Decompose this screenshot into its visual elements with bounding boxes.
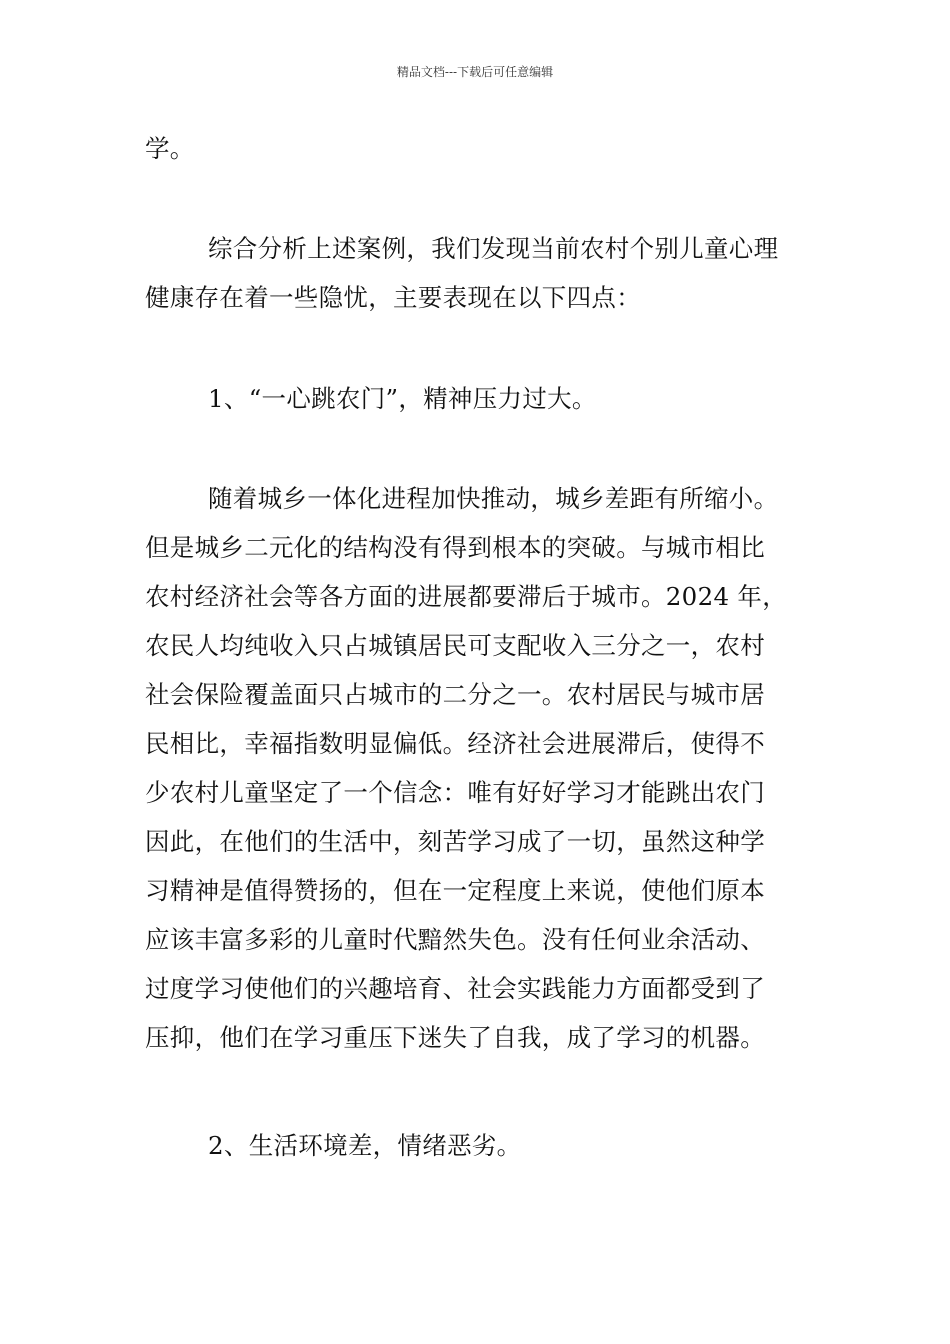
section-heading-2: [145, 1121, 810, 1170]
text-line: 过度学习使他们的兴趣培育、社会实践能力方面都受到了: [145, 974, 765, 1003]
text-line: 压抑，他们在学习重压下迷失了自我，成了学习的机器。: [145, 1023, 765, 1052]
text-line: 农村经济社会等各方面的进展都要滞后于城市。2024 年，: [145, 582, 788, 611]
text-line: 民相比，幸福指数明显偏低。经济社会进展滞后，使得不: [145, 729, 765, 758]
text-line: 综合分析上述案例，我们发现当前农村个别儿童心理: [208, 234, 779, 263]
text-line: 随着城乡一体化进程加快推动，城乡差距有所缩小。: [208, 484, 779, 513]
page-header: 精品文档---下载后可任意编辑: [396, 65, 554, 79]
text-line: 社会保险覆盖面只占城市的二分之一。农村居民与城市居: [145, 680, 765, 709]
text-line: 学。: [145, 134, 195, 163]
heading-text: 1、“一心跳农门”，精神压力过大。: [208, 384, 597, 413]
heading-text: 2、生活环境差，情绪恶劣。: [208, 1131, 522, 1160]
paragraph-body: [145, 474, 810, 1062]
text-line: 健康存在着一些隐忧，主要表现在以下四点：: [145, 283, 641, 312]
paragraph-summary: [145, 224, 810, 322]
text-line: 因此，在他们的生活中，刻苦学习成了一切，虽然这种学: [145, 827, 765, 856]
section-heading-1: [145, 374, 810, 423]
text-line: 习精神是值得赞扬的，但在一定程度上来说，使他们原本: [145, 876, 765, 905]
text-line: 农民人均纯收入只占城镇居民可支配收入三分之一，农村: [145, 631, 765, 660]
text-line: 应该丰富多彩的儿童时代黯然失色。没有任何业余活动、: [145, 925, 765, 954]
text-line: 少农村儿童坚定了一个信念：唯有好好学习才能跳出农门: [145, 778, 765, 807]
text-line: 但是城乡二元化的结构没有得到根本的突破。与城市相比: [145, 533, 765, 562]
paragraph-continuation: [145, 124, 810, 173]
